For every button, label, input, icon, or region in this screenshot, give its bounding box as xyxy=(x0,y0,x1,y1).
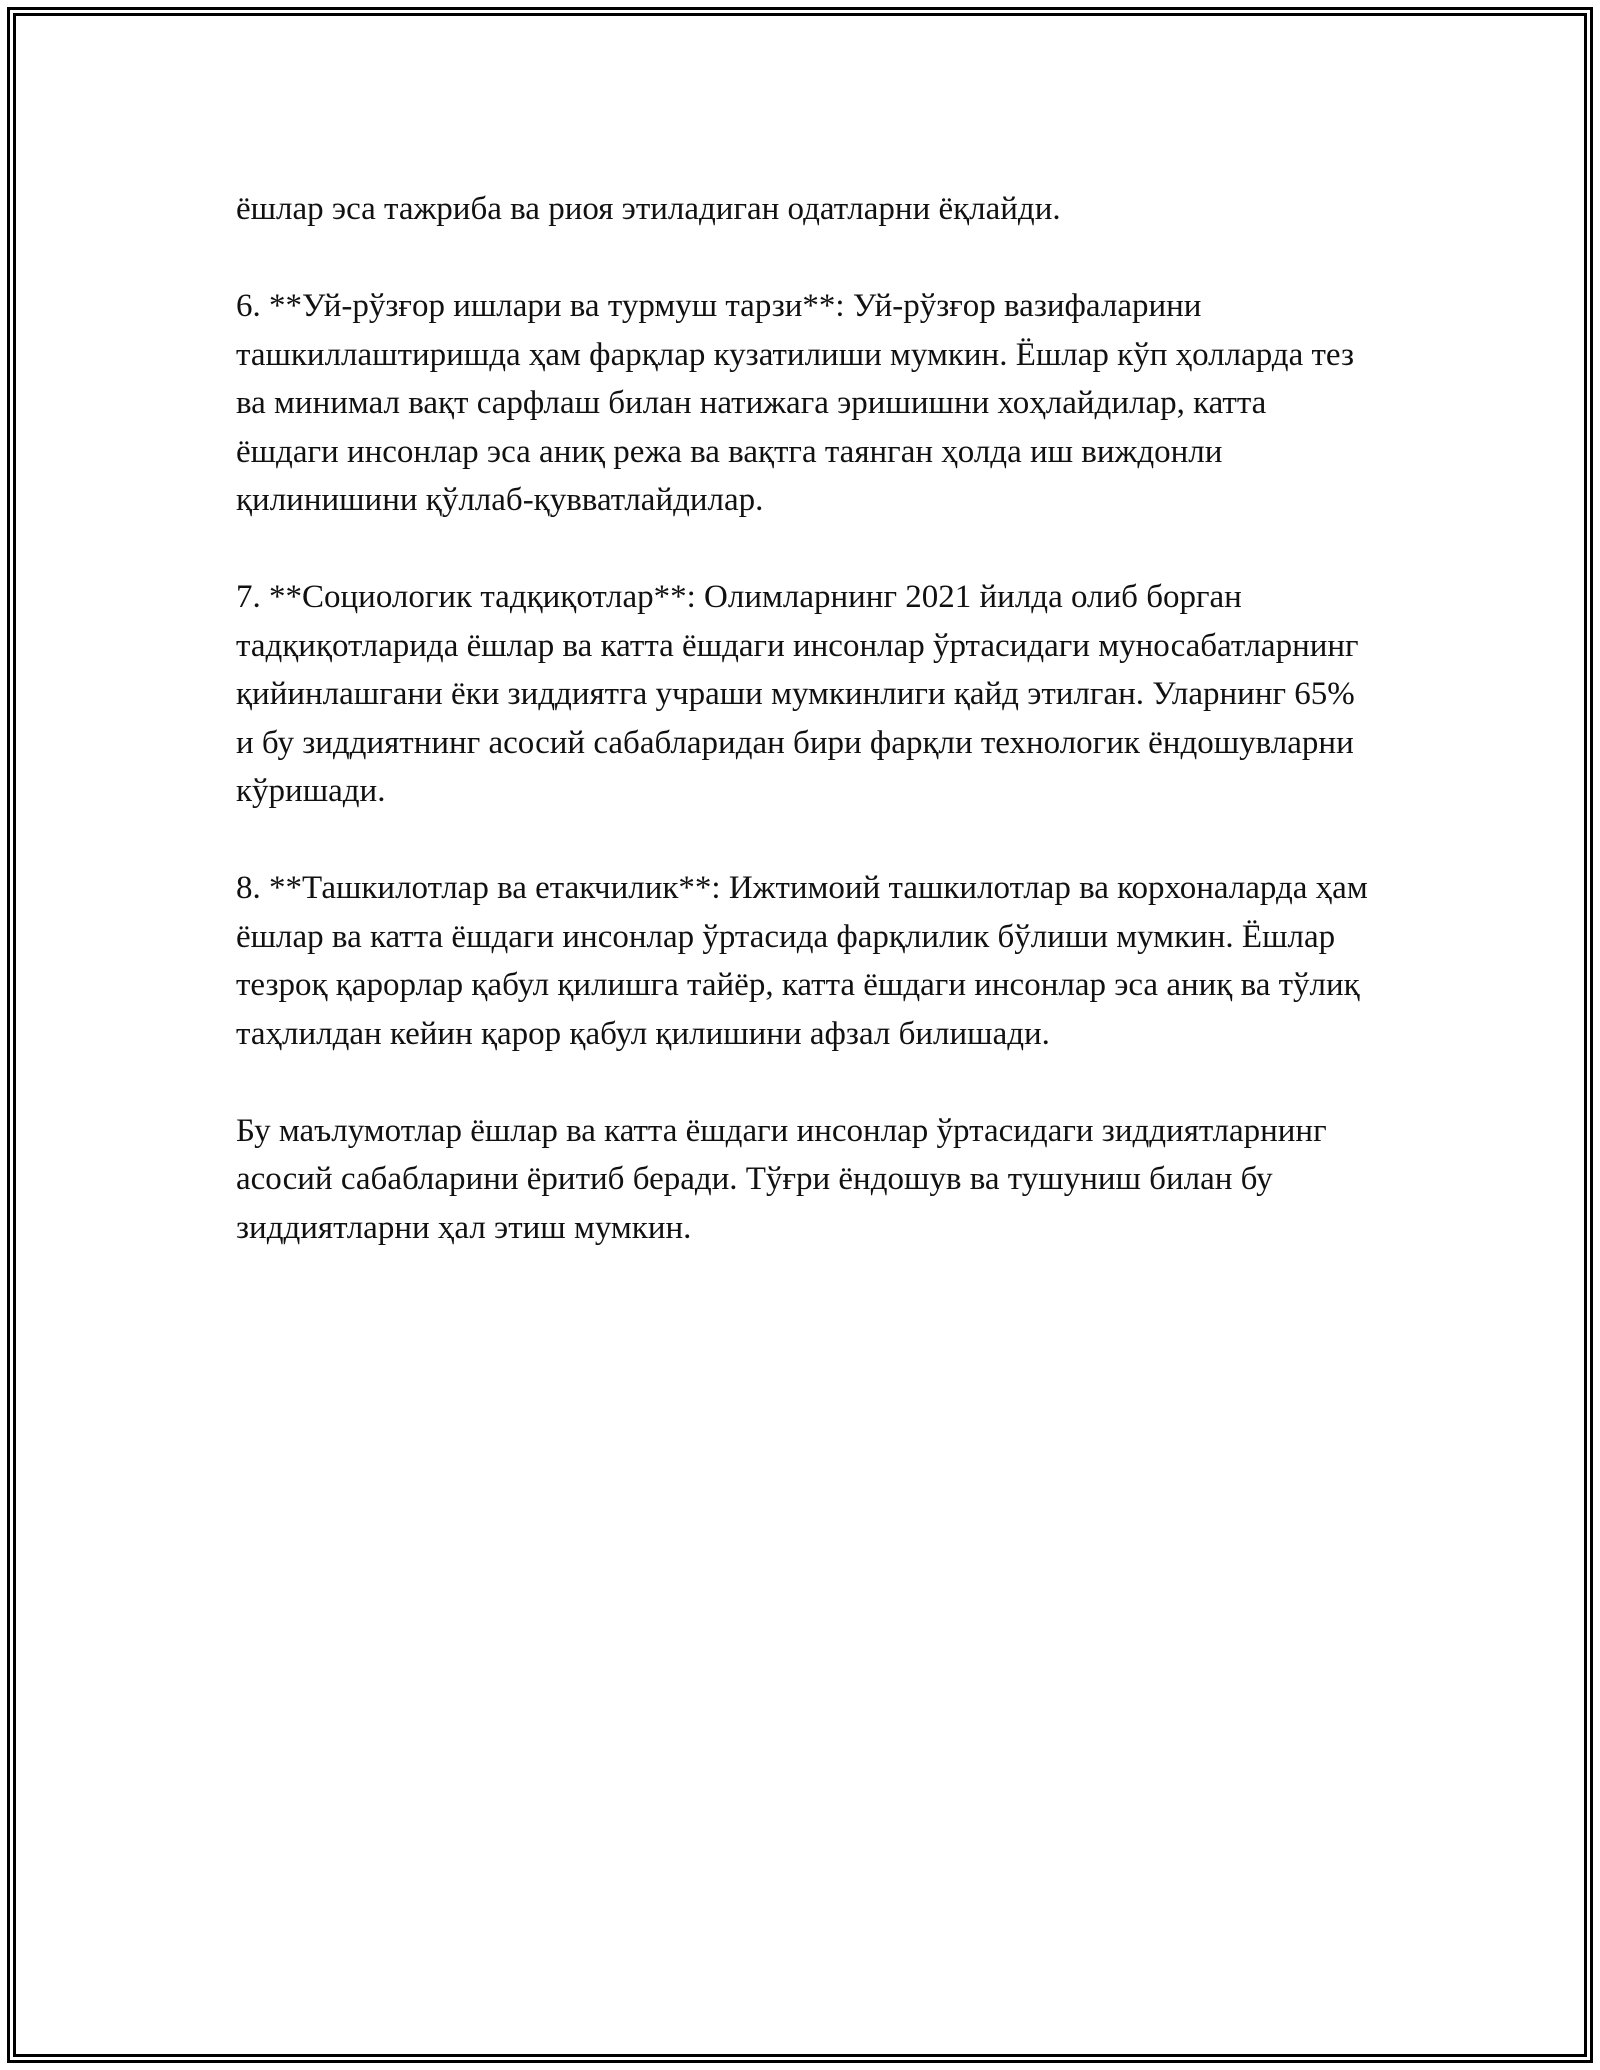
paragraph-household-chores: 6. **Уй-рўзғор ишлари ва турмуш тарзи**: Уй-рўзғор вазифаларини ташкиллаштиришда ҳам фарқлар кузатилиши мумкин. Ёшлар кўп ҳолларда тез ва минимал вақт сарфлаш билан натижага эришишни хоҳлайдилар, катта ёшдаги инсонлар эса аниқ режа ва вақтга таянган ҳолда иш виждонли қилинишини қўллаб-қувватлайдилар. xyxy=(236,288,1355,518)
paragraph-continuation: ёшлар эса тажриба ва риоя этиладиган одатларни ёқлайди. xyxy=(236,191,1061,227)
paragraph-organizations-leadership: 8. **Ташкилотлар ва етакчилик**: Ижтимоий ташкилотлар ва корхоналарда ҳам ёшлар ва катта ёшдаги инсонлар ўртасида фарқлилик бўлиши мумкин. Ёшлар тезроқ қарорлар қабул қилишга тайёр, катта ёшдаги инсонлар эса аниқ ва тўлиқ таҳлилдан кейин қарор қабул қилишини афзал билишади. xyxy=(236,870,1368,1052)
paragraph-sociological-research: 7. **Социологик тадқиқотлар**: Олимларнинг 2021 йилда олиб борган тадқиқотларида ёшлар ва катта ёшдаги инсонлар ўртасидаги муносабатларнинг қийинлашгани ёки зиддиятга учраши мумкинлиги қайд этилган. Уларнинг 65% и бу зиддиятнинг асосий сабабларидан бири фарқли технологик ёндошувларни кўришади. xyxy=(236,579,1359,809)
document-body xyxy=(236,185,1376,1301)
paragraph-conclusion: Бу маълумотлар ёшлар ва катта ёшдаги инсонлар ўртасидаги зиддиятларнинг асосий сабабларини ёритиб беради. Тўғри ёндошув ва тушуниш билан бу зиддиятларни ҳал этиш мумкин. xyxy=(236,1112,1327,1246)
